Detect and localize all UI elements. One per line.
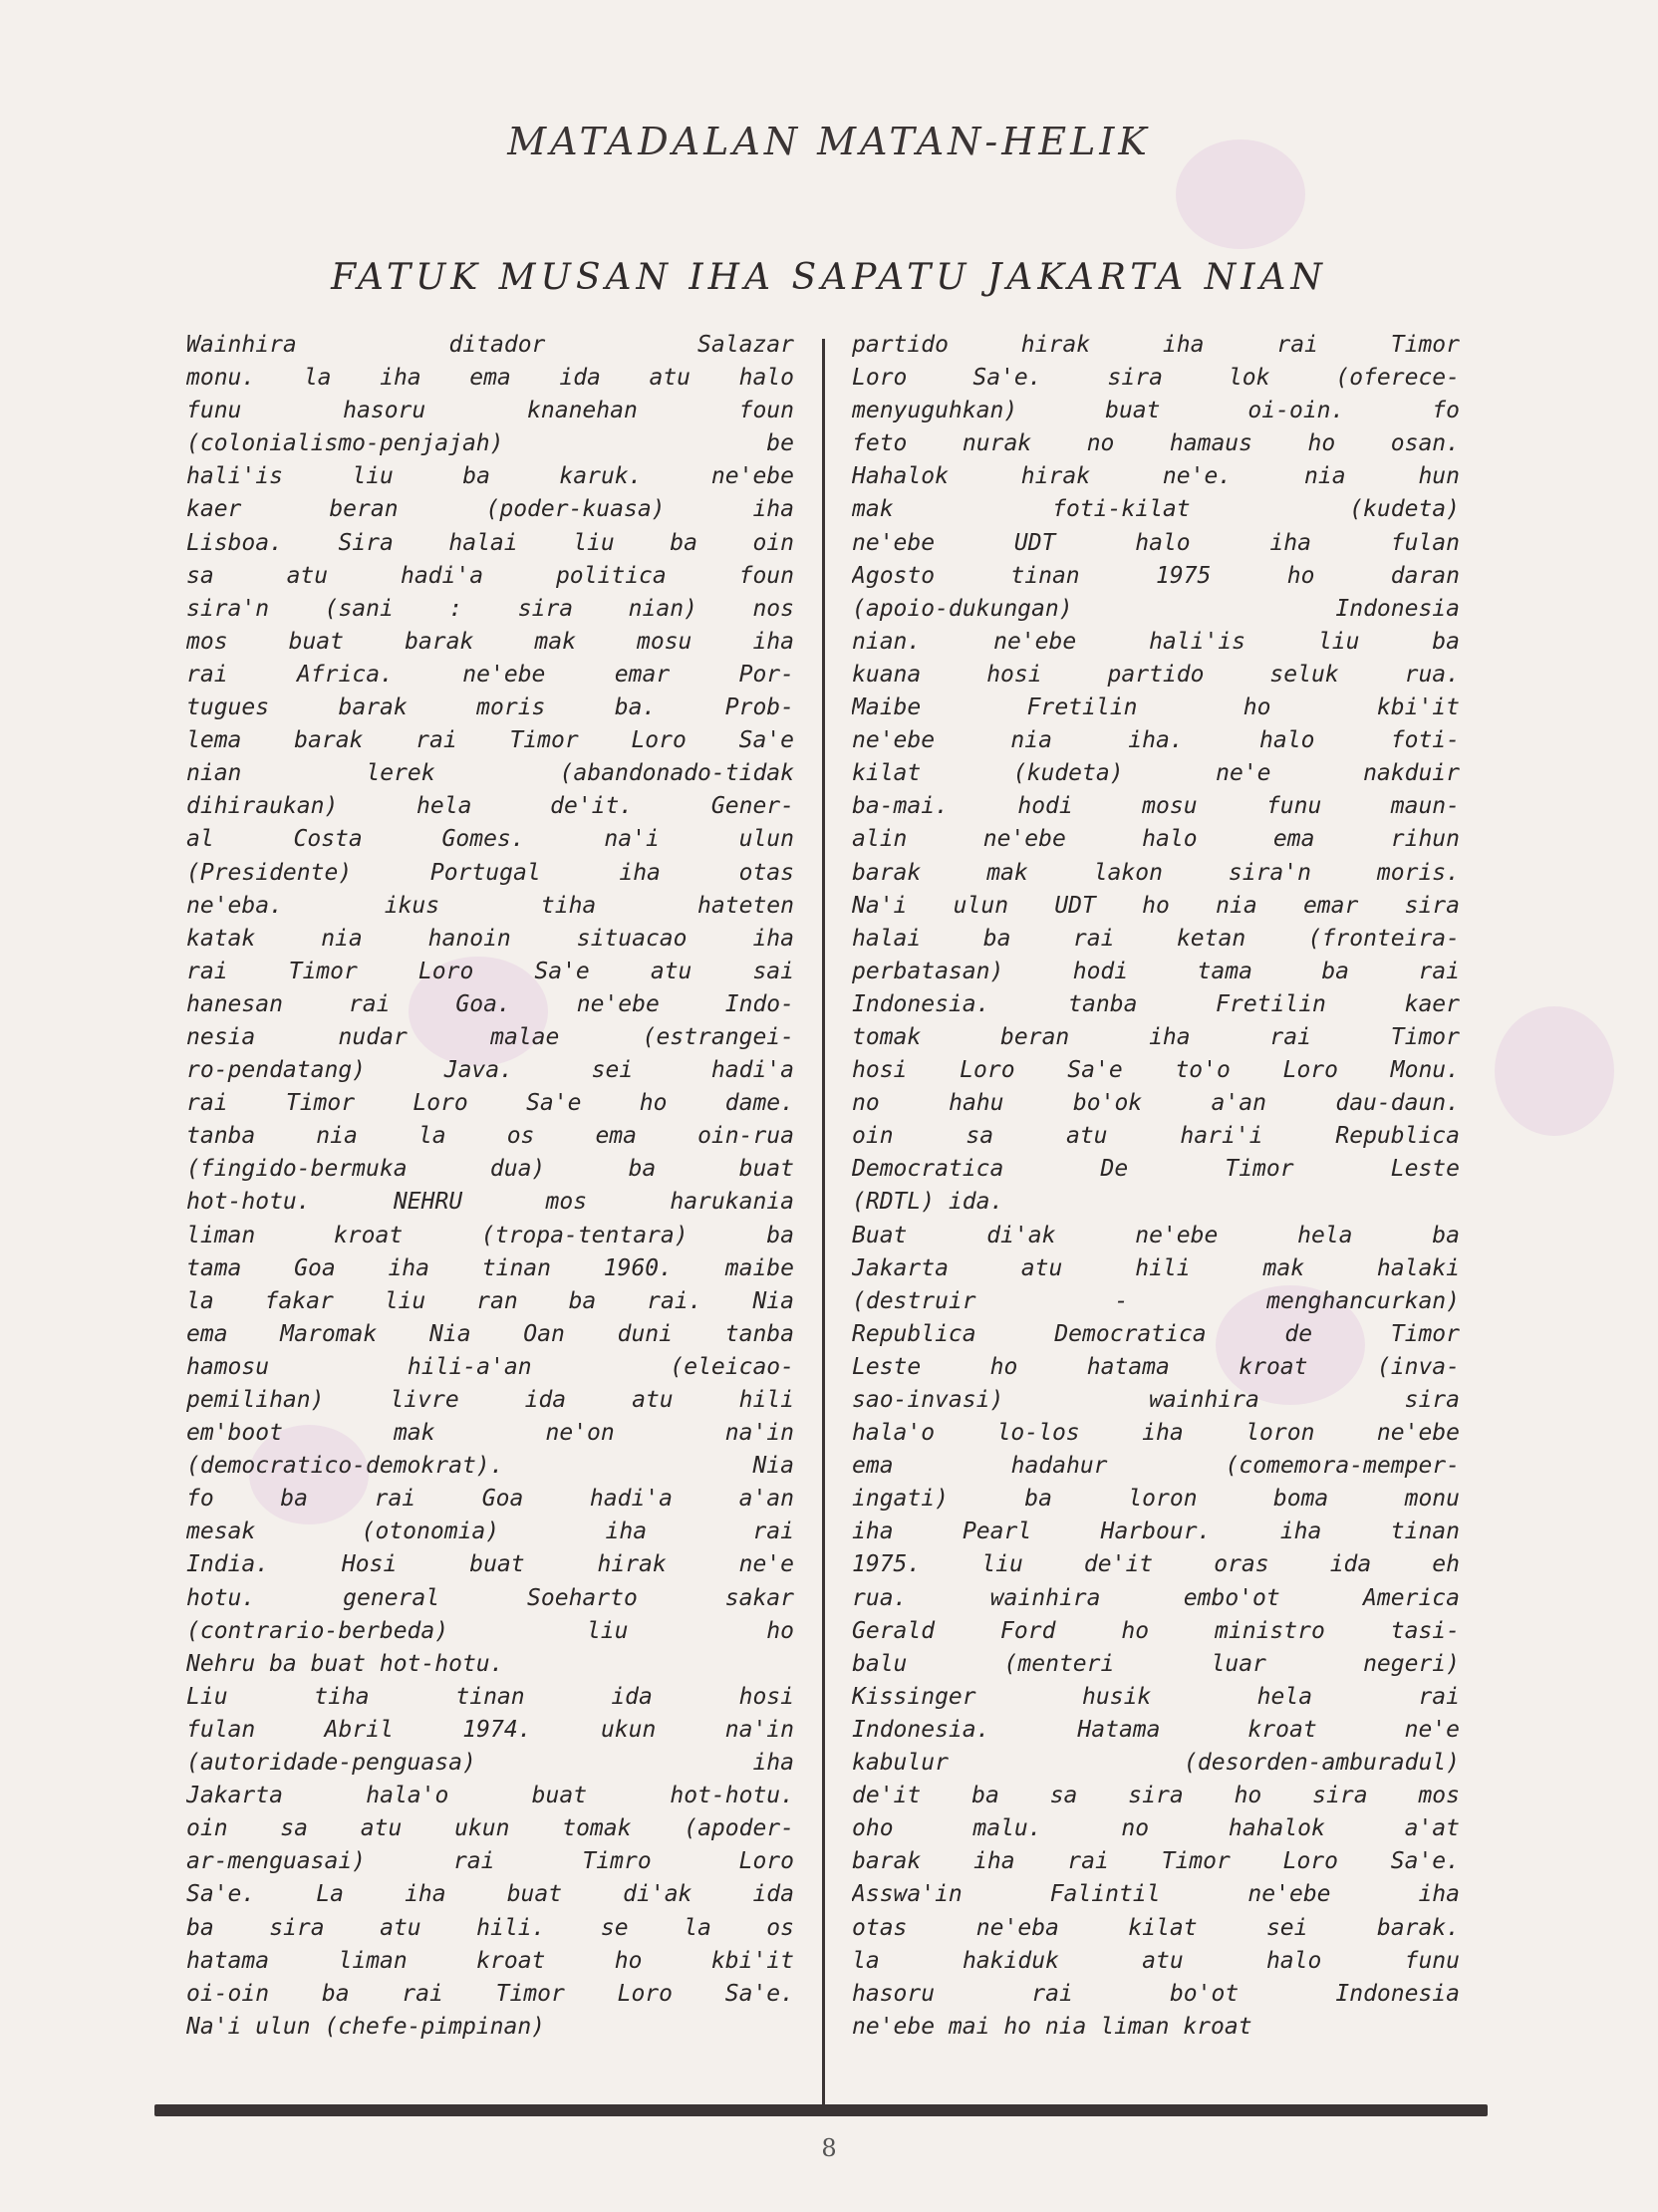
text-line: India. Hosi buat hirak ne'e [186, 1551, 794, 1578]
text-line: katak nia hanoin situacao iha [186, 925, 794, 952]
text-line: funu hasoru knanehan foun [186, 398, 794, 424]
text-line: rai Timor Loro Sa'e ho dame. [186, 1090, 794, 1117]
text-line: nian lerek (abandonado-tidak [186, 760, 794, 787]
column-divider [822, 339, 825, 2107]
left-text-column [186, 329, 794, 2044]
text-line: Indonesia. Hatama kroat ne'e [852, 1716, 1460, 1743]
text-line: al Costa Gomes. na'i ulun [186, 826, 794, 853]
text-line: (fingido-bermuka dua) ba buat [186, 1156, 794, 1183]
text-line: Jakarta hala'o buat hot-hotu. [186, 1783, 794, 1809]
text-line: tama Goa iha tinan 1960. maibe [186, 1254, 794, 1281]
text-line: (contrario-berbeda) liu ho [186, 1617, 794, 1644]
text-line: rai Timor Loro Sa'e atu sai [186, 958, 794, 984]
text-line: hanesan rai Goa. ne'ebe Indo- [186, 990, 794, 1017]
text-line: (Presidente) Portugal iha otas [186, 859, 794, 886]
text-line: Asswa'in Falintil ne'ebe iha [852, 1881, 1460, 1908]
text-line: Nehru ba buat hot-hotu. [186, 1650, 504, 1677]
text-line: em'boot mak ne'on na'in [186, 1420, 794, 1447]
text-line: Leste ho hatama kroat (inva- [852, 1353, 1460, 1380]
text-line: ne'ebe UDT halo iha fulan [852, 529, 1460, 556]
text-line: hotu. general Soeharto sakar [186, 1584, 794, 1611]
text-line: hot-hotu. NEHRU mos harukania [186, 1189, 794, 1216]
text-line: barak iha rai Timor Loro Sa'e. [852, 1848, 1460, 1875]
text-line: tomak beran iha rai Timor [852, 1023, 1460, 1050]
text-line: sa atu hadi'a politica foun [186, 562, 794, 589]
text-line: mesak (otonomia) iha rai [186, 1519, 794, 1545]
text-line: Wainhira ditador Salazar [186, 332, 794, 358]
text-line: ema Maromak Nia Oan duni tanba [186, 1320, 794, 1347]
text-line: no hahu bo'ok a'an dau-daun. [852, 1090, 1460, 1117]
text-line: (destruir - menghancurkan) [852, 1287, 1460, 1314]
text-line: ba-mai. hodi mosu funu maun- [852, 793, 1460, 820]
text-line: mos buat barak mak mosu iha [186, 628, 794, 655]
text-line: kabulur (desorden-amburadul) [852, 1750, 1460, 1777]
text-line: Hahalok hirak ne'e. nia hun [852, 463, 1460, 490]
text-line: ema hadahur (comemora-memper- [852, 1453, 1460, 1480]
text-line: Liu tiha tinan ida hosi [186, 1683, 794, 1710]
text-line: hatama liman kroat ho kbi'it [186, 1947, 794, 1974]
text-line: alin ne'ebe halo ema rihun [852, 826, 1460, 853]
text-line: fo ba rai Goa hadi'a a'an [186, 1486, 794, 1513]
text-line: partido hirak iha rai Timor [852, 332, 1460, 358]
text-line: la fakar liu ran ba rai. Nia [186, 1287, 794, 1314]
text-line: (colonialismo-penjajah) be [186, 430, 794, 457]
text-line: kuana hosi partido seluk rua. [852, 661, 1460, 688]
text-line: kaer beran (poder-kuasa) iha [186, 496, 794, 523]
text-line: dihiraukan) hela de'it. Gener- [186, 793, 794, 820]
text-line: Agosto tinan 1975 ho daran [852, 562, 1460, 589]
text-line: Gerald Ford ho ministro tasi- [852, 1617, 1460, 1644]
text-line: halai ba rai ketan (fronteira- [852, 925, 1460, 952]
text-line: Republica Democratica de Timor [852, 1320, 1460, 1347]
text-line: feto nurak no hamaus ho osan. [852, 430, 1460, 457]
text-line: sao-invasi) wainhira sira [852, 1387, 1460, 1413]
text-line: Na'i ulun (chefe-pimpinan) [186, 2013, 546, 2040]
text-line: ne'eba. ikus tiha hateten [186, 892, 794, 919]
text-line: ingati) ba loron boma monu [852, 1486, 1460, 1513]
text-line: rua. wainhira embo'ot America [852, 1584, 1460, 1611]
text-line: monu. la iha ema ida atu halo [186, 365, 794, 392]
text-line: Indonesia. tanba Fretilin kaer [852, 990, 1460, 1017]
text-line: nian. ne'ebe hali'is liu ba [852, 628, 1460, 655]
paper-stain [1495, 1006, 1614, 1136]
text-line: liman kroat (tropa-tentara) ba [186, 1222, 794, 1248]
text-line: tanba nia la os ema oin-rua [186, 1123, 794, 1150]
right-text-column [852, 329, 1460, 2044]
text-line: oin sa atu hari'i Republica [852, 1123, 1460, 1150]
text-line: Maibe Fretilin ho kbi'it [852, 694, 1460, 721]
text-line: Sa'e. La iha buat di'ak ida [186, 1881, 794, 1908]
text-line: ne'ebe nia iha. halo foti- [852, 727, 1460, 754]
text-line: ro-pendatang) Java. sei hadi'a [186, 1057, 794, 1084]
text-line: menyuguhkan) buat oi-oin. fo [852, 398, 1460, 424]
text-line: la hakiduk atu halo funu [852, 1947, 1460, 1974]
text-line: (autoridade-penguasa) iha [186, 1750, 794, 1777]
text-line: hala'o lo-los iha loron ne'ebe [852, 1420, 1460, 1447]
text-line: lema barak rai Timor Loro Sa'e [186, 727, 794, 754]
text-line: Lisboa. Sira halai liu ba oin [186, 529, 794, 556]
text-line: de'it ba sa sira ho sira mos [852, 1783, 1460, 1809]
text-line: 1975. liu de'it oras ida eh [852, 1551, 1460, 1578]
bottom-rule [154, 2104, 1488, 2116]
text-line: Jakarta atu hili mak halaki [852, 1254, 1460, 1281]
text-line: (democratico-demokrat). Nia [186, 1453, 794, 1480]
text-line: mak foti-kilat (kudeta) [852, 496, 1460, 523]
text-line: hosi Loro Sa'e to'o Loro Monu. [852, 1057, 1460, 1084]
text-line: fulan Abril 1974. ukun na'in [186, 1716, 794, 1743]
article-title: FATUK MUSAN IHA SAPATU JAKARTA NIAN [331, 257, 1327, 298]
text-line: Na'i ulun UDT ho nia emar sira [852, 892, 1460, 919]
text-line: hali'is liu ba karuk. ne'ebe [186, 463, 794, 490]
text-line: balu (menteri luar negeri) [852, 1650, 1460, 1677]
text-line: hasoru rai bo'ot Indonesia [852, 1980, 1460, 2007]
text-line: perbatasan) hodi tama ba rai [852, 958, 1460, 984]
text-line: hamosu hili-a'an (eleicao- [186, 1353, 794, 1380]
text-line: nesia nudar malae (estrangei- [186, 1023, 794, 1050]
text-line: Loro Sa'e. sira lok (oferece- [852, 365, 1460, 392]
text-line: oi-oin ba rai Timor Loro Sa'e. [186, 1980, 794, 2007]
text-line: Democratica De Timor Leste [852, 1156, 1460, 1183]
text-line: oho malu. no hahalok a'at [852, 1815, 1460, 1842]
text-line: oin sa atu ukun tomak (apoder- [186, 1815, 794, 1842]
text-line: Buat di'ak ne'ebe hela ba [852, 1222, 1460, 1248]
text-line: ar-menguasai) rai Timro Loro [186, 1848, 794, 1875]
text-line: tugues barak moris ba. Prob- [186, 694, 794, 721]
text-line: otas ne'eba kilat sei barak. [852, 1914, 1460, 1941]
page-header: MATADALAN MATAN-HELIK [507, 120, 1151, 163]
text-line: rai Africa. ne'ebe emar Por- [186, 661, 794, 688]
text-line: barak mak lakon sira'n moris. [852, 859, 1460, 886]
text-line: kilat (kudeta) ne'e nakduir [852, 760, 1460, 787]
text-line: iha Pearl Harbour. iha tinan [852, 1519, 1460, 1545]
text-line: sira'n (sani : sira nian) nos [186, 595, 794, 622]
text-line: Kissinger husik hela rai [852, 1683, 1460, 1710]
text-line: pemilihan) livre ida atu hili [186, 1387, 794, 1413]
page-number: 8 [821, 2134, 837, 2162]
text-line: ba sira atu hili. se la os [186, 1914, 794, 1941]
text-line: (RDTL) ida. [852, 1189, 1004, 1216]
text-line: (apoio-dukungan) Indonesia [852, 595, 1460, 622]
text-line: ne'ebe mai ho nia liman kroat [852, 2013, 1252, 2040]
